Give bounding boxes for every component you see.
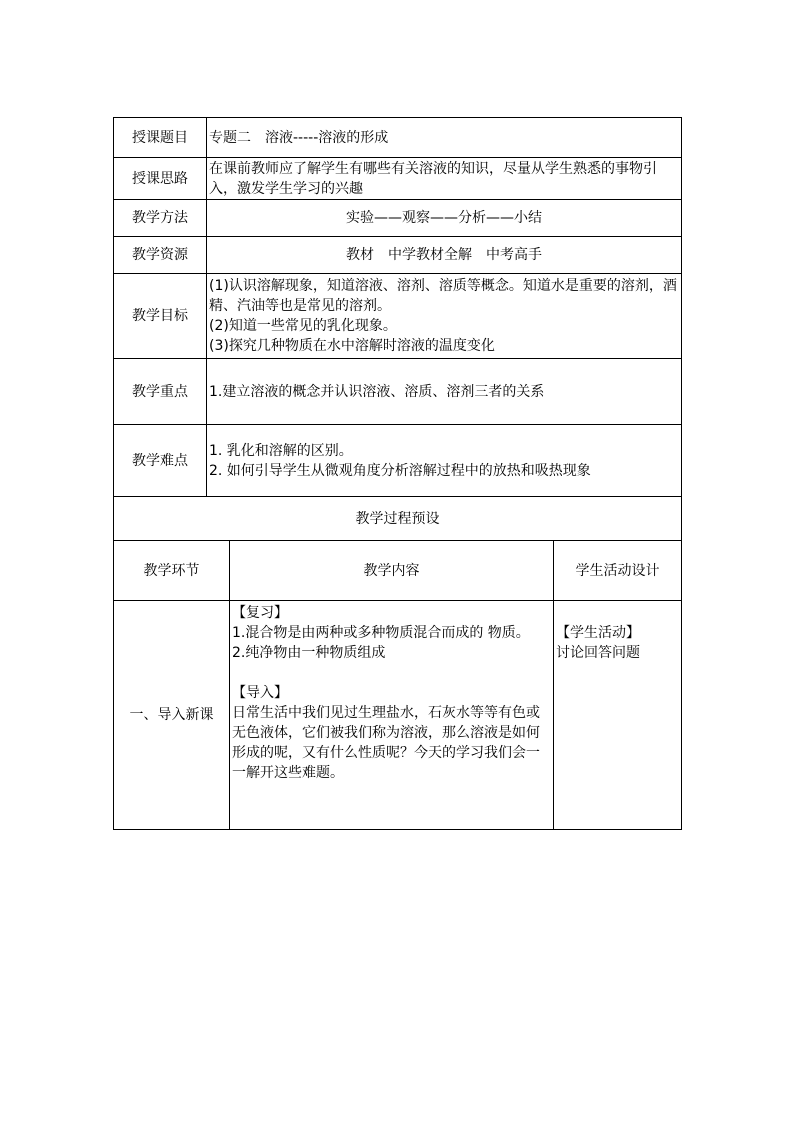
process-title: 教学过程预设 — [114, 497, 682, 541]
row-stage-intro — [114, 601, 682, 830]
activity-heading: 【学生活动】 — [556, 625, 640, 641]
review-heading: 【复习】 — [232, 605, 288, 621]
lesson-plan-table — [113, 117, 682, 830]
value-goals — [207, 274, 682, 359]
label-goals: 教学目标 — [114, 274, 207, 359]
goal-line: (3)探究几种物质在水中溶解时溶液的温度变化 — [209, 338, 495, 354]
header-content: 教学内容 — [230, 541, 554, 601]
review-line: 1.混合物是由两种或多种物质混合而成的 物质。 — [232, 625, 530, 641]
value-approach: 在课前教师应了解学生有哪些有关溶液的知识，尽量从学生熟悉的事物引入，激发学生学习的兴趣 — [207, 158, 682, 200]
label-difficulties: 教学难点 — [114, 425, 207, 497]
row-process-title — [114, 497, 682, 541]
value-difficulties — [207, 425, 682, 497]
stage-name: 一、导入新课 — [114, 601, 230, 830]
row-key-points — [114, 359, 682, 425]
row-process-headers — [114, 541, 682, 601]
activity-text: 讨论回答问题 — [556, 645, 640, 661]
row-method — [114, 200, 682, 237]
spacer — [232, 663, 551, 683]
stage-content — [230, 601, 554, 830]
stage-activity — [554, 601, 682, 830]
row-resources — [114, 237, 682, 274]
row-difficulties — [114, 425, 682, 497]
value-resources: 教材 中学教材全解 中考高手 — [207, 237, 682, 274]
label-approach: 授课思路 — [114, 158, 207, 200]
header-activity: 学生活动设计 — [554, 541, 682, 601]
intro-text: 日常生活中我们见过生理盐水，石灰水等等有色或无色液体，它们被我们称为溶液，那么溶液是如何形成的呢，又有什么性质呢？今天的学习我们会一一解开这些难题。 — [232, 705, 540, 781]
label-method: 教学方法 — [114, 200, 207, 237]
row-approach — [114, 158, 682, 200]
label-topic: 授课题目 — [114, 118, 207, 158]
lesson-plan-sheet — [113, 117, 681, 830]
label-key-points: 教学重点 — [114, 359, 207, 425]
row-goals — [114, 274, 682, 359]
value-key-points: 1.建立溶液的概念并认识溶液、溶质、溶剂三者的关系 — [207, 359, 682, 425]
row-topic — [114, 118, 682, 158]
header-stage: 教学环节 — [114, 541, 230, 601]
difficulty-line: 1. 乳化和溶解的区别。 — [209, 442, 353, 459]
goal-line: (1)认识溶解现象，知道溶液、溶剂、溶质等概念。知道水是重要的溶剂，酒精、汽油等也是常见的溶剂。 — [209, 278, 677, 314]
value-topic: 专题二 溶液-----溶液的形成 — [207, 118, 682, 158]
goal-line: (2)知道一些常见的乳化现象。 — [209, 318, 397, 334]
intro-heading: 【导入】 — [232, 685, 288, 701]
review-line: 2.纯净物由一种物质组成 — [232, 645, 386, 661]
label-resources: 教学资源 — [114, 237, 207, 274]
difficulty-line: 2. 如何引导学生从微观角度分析溶解过程中的放热和吸热现象 — [209, 462, 591, 479]
value-method: 实验——观察——分析——小结 — [207, 200, 682, 237]
